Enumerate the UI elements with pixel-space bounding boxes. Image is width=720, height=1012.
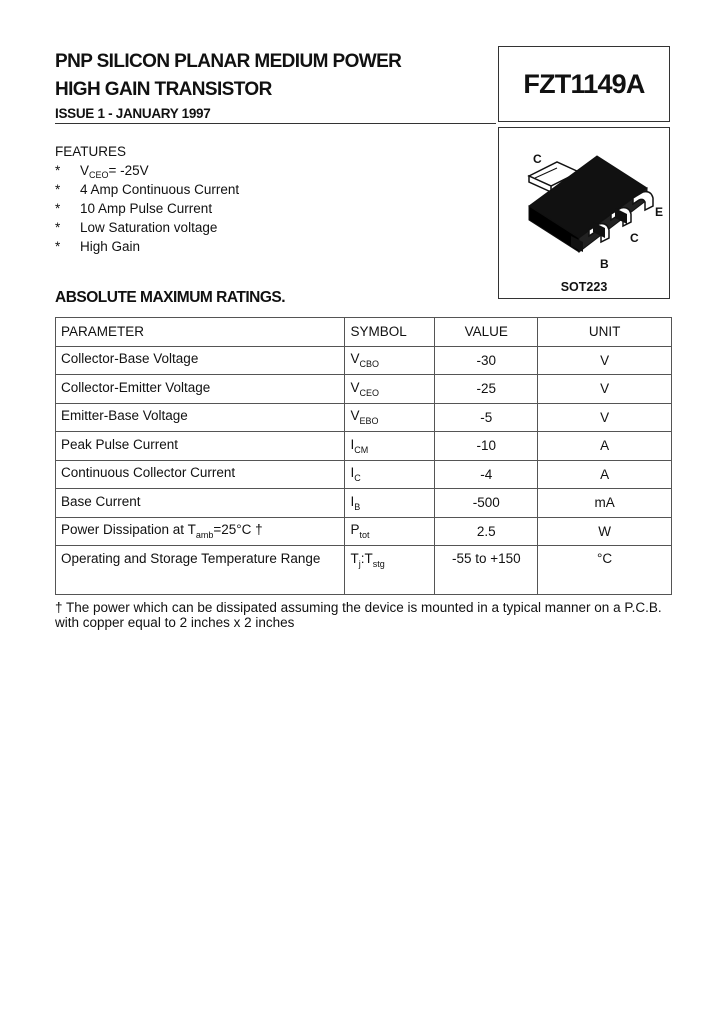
pin-label-base: B [600, 257, 609, 271]
unit-cell: V [538, 375, 672, 404]
param-cell [56, 375, 345, 404]
symbol-subscript: CBO [359, 359, 379, 370]
unit-cell: mA [538, 489, 672, 518]
symbol-main-2: :T [360, 551, 373, 566]
bullet: * [55, 163, 61, 178]
symbol-main: I [350, 436, 355, 452]
part-number-box [498, 46, 670, 122]
feature-text: V [80, 163, 90, 178]
value-cell: -10 [435, 432, 538, 461]
param-text: Collector-Emitter Voltage [61, 379, 211, 395]
symbol-subscript: CEO [359, 387, 379, 398]
param-text: Operating and Storage Temperature Range [61, 551, 321, 566]
param-cell [56, 403, 345, 432]
value-cell: -25 [435, 375, 538, 404]
value-cell: -30 [435, 346, 538, 375]
pin-label-collector-tab: C [533, 152, 542, 166]
param-cell [56, 489, 345, 518]
value-cell: -500 [435, 489, 538, 518]
part-number: FZT1149A [523, 68, 645, 99]
table-row [56, 403, 672, 432]
symbol-subscript: B [354, 501, 361, 512]
param-text: Emitter-Base Voltage [61, 408, 188, 424]
title-line-2: HIGH GAIN TRANSISTOR [55, 79, 272, 100]
feature-text: High Gain [80, 239, 141, 254]
footnote: † The power which can be dissipated assuming the device is mounted in a typical manner on a P.C.B. with copper equal to 2 inches x 2 inches [55, 600, 662, 630]
symbol-subscript: C [354, 473, 361, 484]
bullet: * [55, 220, 61, 235]
table-row [56, 460, 672, 489]
param-cell [56, 346, 345, 375]
param-cell [56, 460, 345, 489]
symbol-subscript: CM [354, 444, 369, 455]
symbol-main: V [350, 408, 360, 424]
unit-cell: °C [538, 546, 672, 595]
table-row [56, 346, 672, 375]
symbol-subscript-2: stg [372, 559, 385, 569]
symbol-main: P [350, 522, 360, 538]
header-value: VALUE [435, 318, 538, 347]
value-cell: -55 to +150 [435, 546, 538, 595]
param-text: Collector-Base Voltage [61, 351, 199, 367]
title-line-1: PNP SILICON PLANAR MEDIUM POWER [55, 51, 402, 72]
symbol-main: I [350, 493, 355, 509]
bullet: * [55, 182, 61, 197]
table-row [56, 375, 672, 404]
param-text: Continuous Collector Current [61, 465, 236, 481]
symbol-cell [345, 546, 435, 595]
symbol-cell [345, 460, 435, 489]
table-row [56, 517, 672, 546]
sot223-package-illustration [499, 128, 671, 300]
header-unit: UNIT [538, 318, 672, 347]
pin-label-emitter: E [655, 205, 664, 219]
header-parameter: PARAMETER [56, 318, 345, 347]
unit-cell: A [538, 460, 672, 489]
symbol-cell [345, 375, 435, 404]
unit-cell: V [538, 403, 672, 432]
param-cell [56, 546, 345, 595]
unit-cell: V [538, 346, 672, 375]
table-row [56, 546, 672, 595]
feature-text: 4 Amp Continuous Current [80, 182, 240, 197]
feature-text-rest: = -25V [108, 163, 149, 178]
feature-text: Low Saturation voltage [80, 220, 218, 235]
features-heading: FEATURES [55, 144, 127, 159]
ratings-table [55, 317, 672, 595]
issue-date: ISSUE 1 - JANUARY 1997 [55, 106, 211, 121]
feature-text: 10 Amp Pulse Current [80, 201, 213, 216]
symbol-subscript: j [358, 559, 361, 569]
param-text: Power Dissipation at T [61, 522, 196, 538]
symbol-main: V [350, 379, 360, 395]
bullet: * [55, 239, 61, 254]
param-text-rest: =25°C † [213, 522, 263, 538]
symbol-subscript: EBO [359, 416, 379, 427]
value-cell: -4 [435, 460, 538, 489]
symbol-main: V [350, 351, 360, 367]
header-symbol: SYMBOL [345, 318, 435, 347]
param-cell [56, 517, 345, 546]
unit-cell: W [538, 517, 672, 546]
bullet: * [55, 201, 61, 216]
pin-label-collector: C [630, 231, 639, 245]
symbol-cell [345, 489, 435, 518]
param-cell [56, 432, 345, 461]
table-row [56, 489, 672, 518]
value-cell: -5 [435, 403, 538, 432]
feature-subscript: CEO [89, 170, 109, 180]
param-subscript: amb [195, 530, 214, 541]
package-name: SOT223 [560, 280, 608, 294]
table-row [56, 432, 672, 461]
symbol-main: T [350, 551, 359, 566]
symbol-cell [345, 432, 435, 461]
symbol-subscript: tot [359, 530, 370, 541]
header-divider [55, 123, 496, 124]
package-box [498, 127, 670, 299]
symbol-cell [345, 346, 435, 375]
param-text: Peak Pulse Current [61, 436, 179, 452]
table-header-row [56, 318, 672, 347]
symbol-main: I [350, 465, 355, 481]
value-cell: 2.5 [435, 517, 538, 546]
ratings-heading: ABSOLUTE MAXIMUM RATINGS. [55, 289, 286, 306]
param-text: Base Current [61, 493, 141, 509]
symbol-cell [345, 517, 435, 546]
unit-cell: A [538, 432, 672, 461]
symbol-cell [345, 403, 435, 432]
